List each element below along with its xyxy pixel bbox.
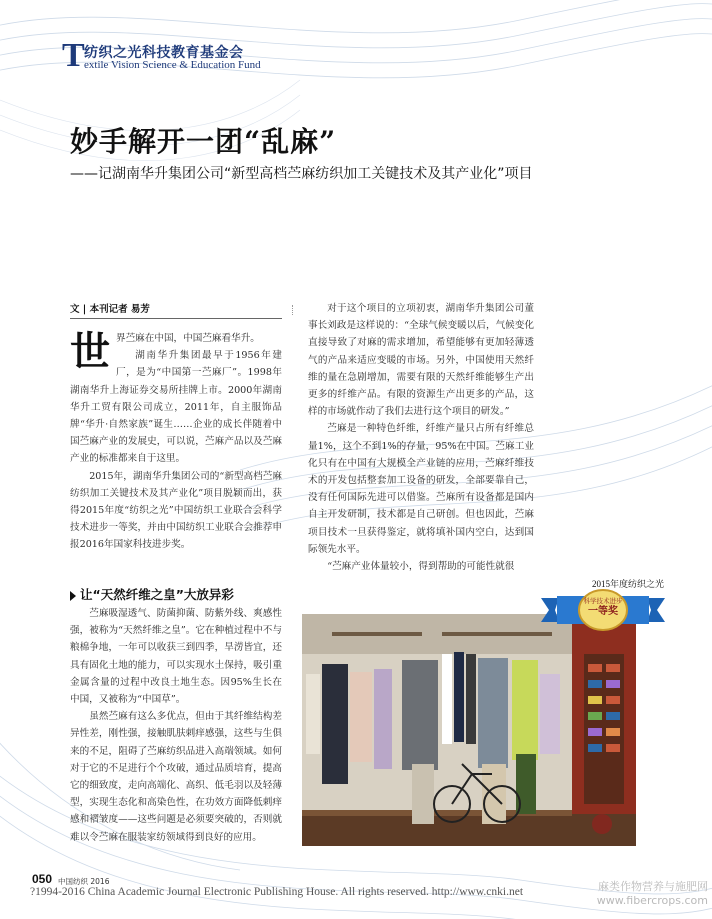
logo-english-name: extile Vision Science & Education Fund xyxy=(84,59,261,71)
left-column-section xyxy=(70,605,282,846)
showroom-illustration xyxy=(302,614,636,846)
award-ribbon-line-2: 一等奖 xyxy=(588,606,618,617)
watermark xyxy=(586,880,708,908)
right-column-text xyxy=(308,300,534,575)
section-heading-text: 让“天然纤维之皇”大放异彩 xyxy=(80,587,234,602)
copyright-line: ?1994-2016 China Academic Journal Electronic Publishing House. All rights reserved. http://www.cnki.net xyxy=(30,886,524,898)
intro-paragraph-3: 2015年，湖南华升集团公司的“新型高档苎麻纺织加工关键技术及其产业化”项目脱颖而出，获得2015年度“纺织之光”中国纺织工业联合会科学技术进步一等奖，并由中国纺织工业联合会推荐申报2016年国家科技进步奖。 xyxy=(70,470,282,551)
award-label: 2015年度纺织之光 xyxy=(592,579,665,589)
article-byline: 文 | 本刊记者 易芳 xyxy=(70,304,150,315)
article-title: 妙手解开一团“乱麻” xyxy=(70,125,337,158)
section-heading xyxy=(70,585,234,603)
page-number: 050 xyxy=(32,872,53,886)
award-ribbon-line-1: 科学技术进步 xyxy=(583,597,623,605)
drop-cap: 世 xyxy=(70,328,110,375)
article-subtitle: ——记湖南华升集团公司“新型高档苎麻纺织加工关键技术及其产业化”项目 xyxy=(70,166,533,182)
right-paragraph-2: 苎麻是一种特色纤维，纤维产量只占所有纤维总量1%，这个不到1%的存量，95%在中国。苎麻工业化只有在中国有大规模全产业链的应用，苎麻纤维技术的开发包括整套加工设备的研发，全部要靠自己，没有任何国际先进可以借鉴。苎麻所有设备都是国内自主开发研制，技术都是自己研创。但也因此，苎麻项目技术一旦获得鉴定，就将填补国内空白，达到国际领先水平。 xyxy=(308,423,534,555)
watermark-url: www.fibercrops.com xyxy=(596,894,708,907)
intro-paragraph-1: 界苎麻在中国，中国苎麻看华升。 xyxy=(116,333,260,344)
award-ribbon-text xyxy=(580,597,626,618)
foundation-logo xyxy=(62,37,322,74)
intro-paragraph-2: 湖南华升集团最早于1956年建厂，是为“中国第一苎麻厂”。1998年湖南华升上海证券交易所挂牌上市。2000年湖南华升工贸有限公司成立，2011年，自主服饰品牌“华升·自然家族”诞生……企业的成长伴随着中国苎麻产业的发展史，可以说，苎麻产品以及苎麻产业的标准都来自于这里。 xyxy=(70,350,282,465)
column-separator xyxy=(292,305,293,315)
section-paragraph-2: 虽然苎麻有这么多优点，但由于其纤维结构差异性差，刚性强，接触肌肤刺痒感强，这些与生俱来的不足，阻碍了苎麻纺织品进入高端领域。如何对于它的不足进行个个攻破，通过品质培育，提高它的细致度，走向高端化、高织、低毛羽以及轻薄型，实现生态化和高染色性，在功效方面降低刺痒感和褶皱度——这些问题是必须要突破的，否则就难以令苎麻在服装家纺领域得到良好的应用。 xyxy=(70,711,282,843)
triangle-bullet-icon xyxy=(70,591,76,601)
section-paragraph-1: 苎麻吸湿透气、防菌抑菌、防紫外线、爽感性强，被称为“天然纤维之皇”。它在种植过程中不与粮棉争地，一年可以收获三到四季，旱涝皆宜，还具有固化土地的能力，可以实现水土保持，吸引重金属含量的过程中改良土地生态。因95%生长在中国，又被称为“中国草”。 xyxy=(70,608,282,706)
byline-divider xyxy=(70,318,282,319)
showroom-photo xyxy=(302,614,636,846)
logo-letter: T xyxy=(62,37,85,74)
logo-chinese-name: 纺织之光科技教育基金会 xyxy=(84,45,244,61)
watermark-cn: 麻类作物营养与施肥网 xyxy=(598,880,708,893)
right-paragraph-3: “苎麻产业体量较小，得到帮助的可能性就很 xyxy=(327,561,515,573)
left-column-intro xyxy=(70,330,282,554)
magazine-name: 中国纺织 2016 xyxy=(58,877,110,886)
right-paragraph-1: 对于这个项目的立项初衷，湖南华升集团公司董事长刘政是这样说的：“全球气候变暖以后，气候变化直接导致了对麻的需求增加，希望能够有更加轻薄透气的产品来适应变暖的市场。另外，中国使用天然纤维的量在急剧增加，需要有限的天然纤维能够生产出更多的纤维产品。有限的资源生产出更多的产品，这样的市场就作动了我们去进行这个项目的研发。” xyxy=(308,303,534,418)
